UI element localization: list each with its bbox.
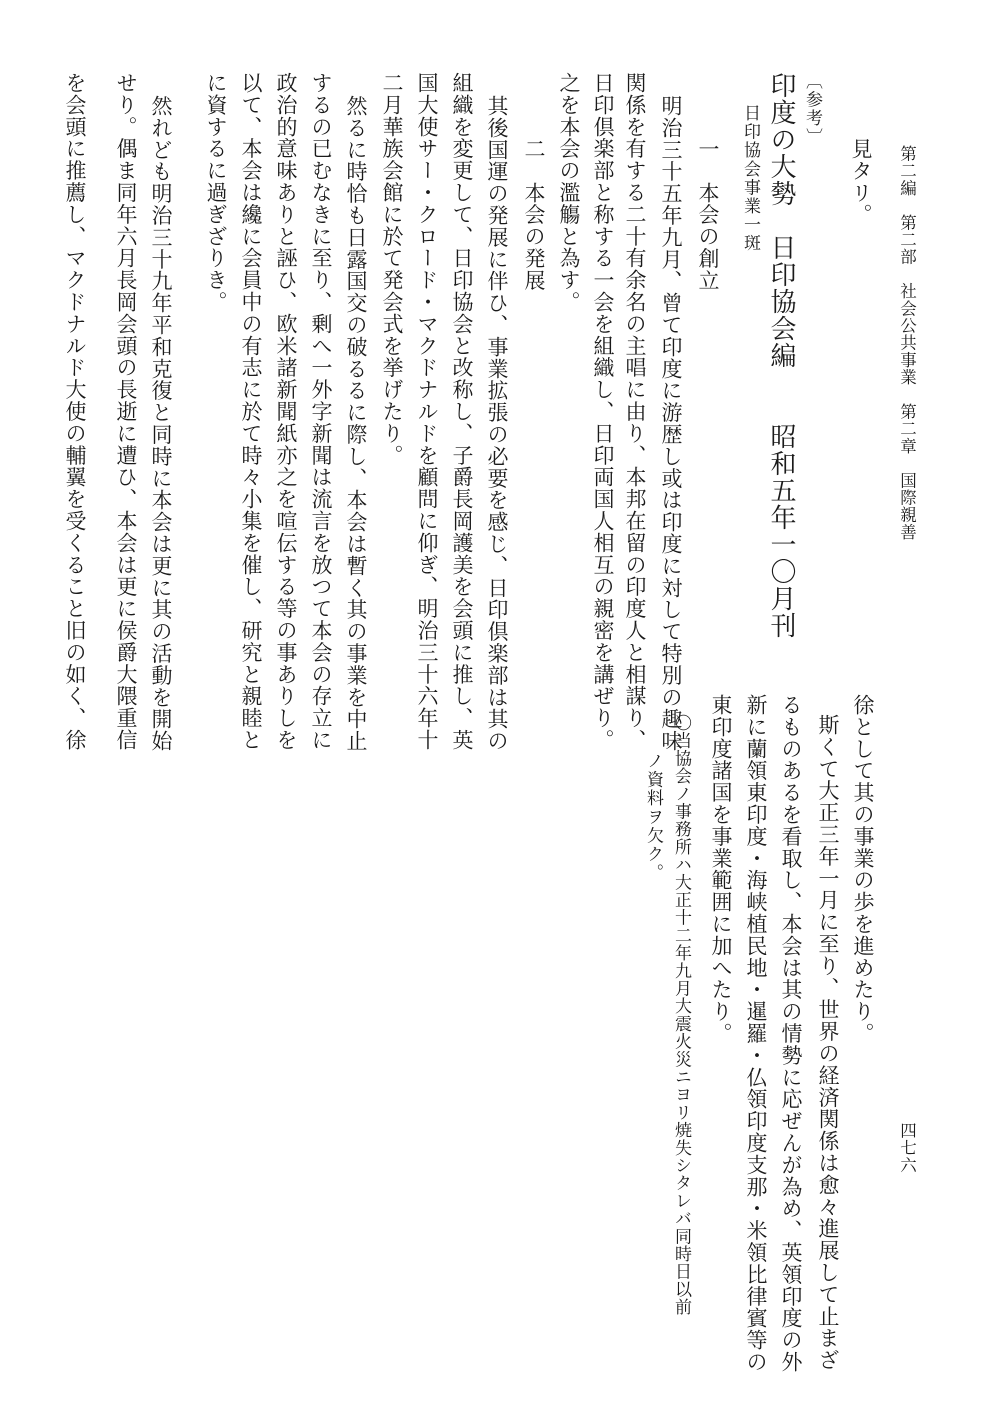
text-line: 二月華族会館に於て発会式を挙げたり。	[380, 72, 404, 467]
text-line: 新に蘭領東印度・海峡植民地・暹羅・仏領印度支那・米領比律賓等の	[744, 694, 768, 1373]
text-line: 国大使サー・クロード・マクドナルドを顧問に仰ぎ、明治三十六年十	[415, 72, 439, 751]
text-line: 関係を有する二十有余名の主唱に由り、本邦在留の印度人と相謀り、	[623, 72, 647, 751]
page-number	[898, 1122, 915, 1174]
text-line: 斯くて大正三年一月に至り、世界の経済関係は愈々進展して止まざ	[816, 714, 840, 1371]
text-line: に資するに過ぎざりき。	[204, 72, 228, 313]
text-line: せり。偶ま同年六月長岡会頭の長逝に遭ひ、本会は更に侯爵大隈重信	[114, 72, 138, 751]
running-head-text: 第二編 第二部 社会公共事業 第二章 国際親善	[897, 145, 917, 541]
text-line: 組織を変更して、日印協会と改称し、子爵長岡護美を会頭に推し、英	[450, 72, 474, 751]
text-line: 以て、本会は纔に会員中の有志に於て時々小集を催し、研究と親睦と	[239, 72, 263, 751]
text-line: を会頭に推薦し、マクドナルド大使の輔翼を受くること旧の如く、徐	[63, 72, 87, 751]
text-line: 然れども明治三十九年平和克復と同時に本会は更に其の活動を開始	[149, 95, 173, 752]
text-line: 東印度諸国を事業範囲に加へたり。	[709, 694, 733, 1045]
text-line: 日印倶楽部と称する一会を組織し、日印両国人相互の親密を講ぜり。	[591, 72, 615, 751]
text-line: 政治的意味ありと誣ひ、欧米諸新聞紙亦之を喧伝する等の事ありしを	[274, 72, 298, 751]
subsection-heading: 二 本会の発展	[522, 138, 546, 292]
subsection-heading: 一 本会の創立	[696, 138, 720, 292]
text-line: 明治三十五年九月、曾て印度に游歴し或は印度に対して特別の趣味	[659, 95, 683, 752]
editorial-note: ノ資料ヲ欠ク。	[643, 752, 663, 883]
section-title: 印度の大勢 日印協会編 昭和五年一〇月刊	[766, 72, 796, 639]
text-line: るものあるを看取し、本会は其の情勢に応ぜんが為め、英領印度の外	[779, 694, 803, 1373]
text-line: 然るに時恰も日露国交の破るるに際し、本会は暫く其の事業を中止	[344, 95, 368, 752]
text-line: 之を本会の濫觴と為す。	[557, 72, 581, 313]
text-line: 其後国運の発展に伴ひ、事業拡張の必要を感じ、日印倶楽部は其の	[485, 95, 509, 752]
running-head	[898, 145, 915, 541]
page-number-text: 四七六	[897, 1122, 917, 1174]
text-line: 見タリ。	[849, 138, 873, 226]
editorial-note: 〇当協会ノ事務所ハ大正十二年九月大震火災ニヨリ焼失シタレバ同時日以前	[671, 714, 691, 1316]
text-line: 徐として其の事業の歩を進めたり。	[851, 694, 875, 1045]
document-title: 日印協会事業一斑	[740, 104, 760, 253]
reference-label: 〔参考〕	[802, 72, 822, 147]
text-line: するの已むなきに至り、剰へ一外字新聞は流言を放つて本会の存立に	[309, 72, 333, 751]
